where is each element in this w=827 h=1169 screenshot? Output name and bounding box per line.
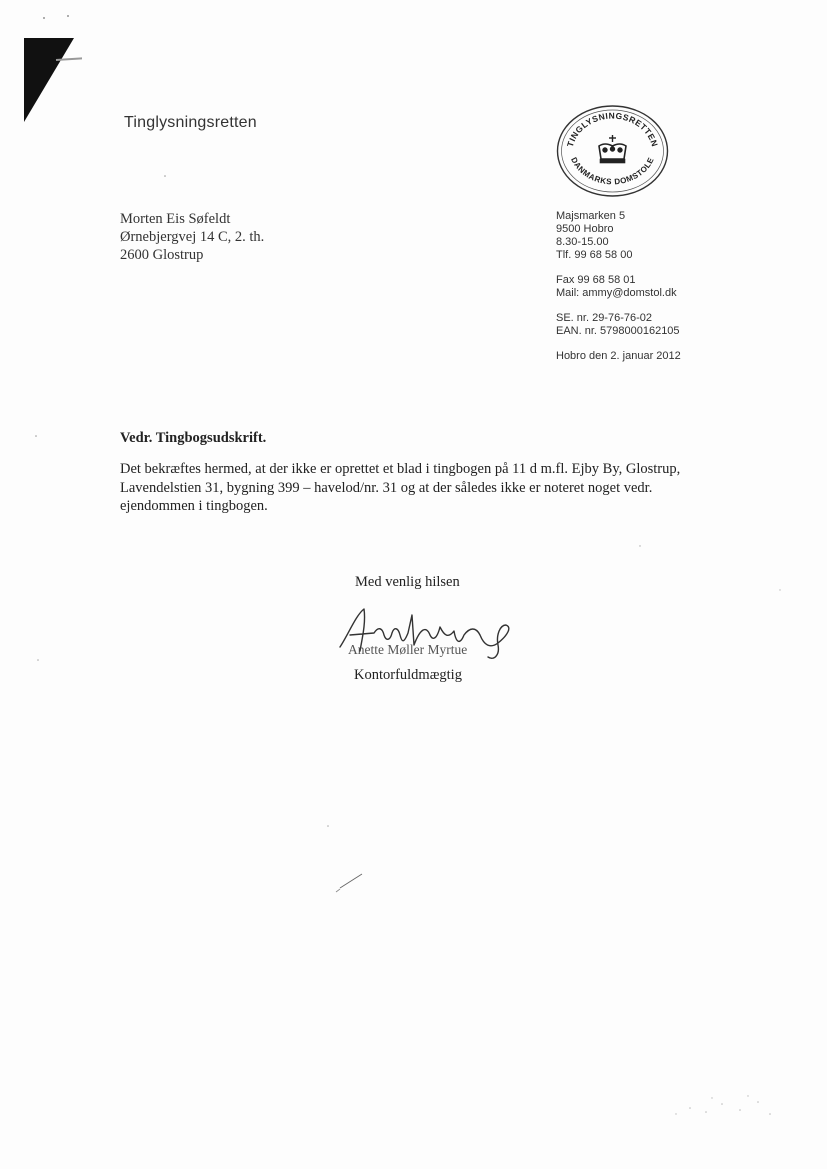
body-line: ejendommen i tingbogen. [120,498,268,514]
court-city: 9500 Hobro [556,223,614,235]
recipient-city: 2600 Glostrup [120,247,204,263]
letter-subject: Vedr. Tingbogsudskrift. [120,430,267,446]
recipient-street: Ørnebjergvej 14 C, 2. th. [120,229,265,245]
signer-title: Kontorfuldmægtig [354,667,462,683]
closing-greeting: Med venlig hilsen [355,574,460,590]
court-street: Majsmarken 5 [556,210,626,222]
recipient-name: Morten Eis Søfeldt [120,211,231,227]
seal-bottom-text: DANMARKS DOMSTOLE [569,155,656,187]
seal-top-text: TINGLYSNINGSRETTEN [564,110,661,149]
court-hours: 8.30-15.00 [556,236,609,248]
signer-name: Anette Møller Myrtue [348,642,468,657]
court-fax: Fax 99 68 58 01 [556,274,636,286]
body-line: Det bekræftes hermed, at der ikke er oprettet et blad i tingbogen på 11 d m.fl. Ejby By, Glostrup, [120,461,681,477]
court-ean-number: EAN. nr. 5798000162105 [556,325,680,337]
letter-date: Hobro den 2. januar 2012 [556,350,681,362]
court-mail: Mail: ammy@domstol.dk [556,287,677,299]
sender-name: Tinglysningsretten [124,114,257,131]
court-phone: Tlf. 99 68 58 00 [556,249,633,261]
court-se-number: SE. nr. 29-76-76-02 [556,312,653,324]
body-line: Lavendelstien 31, bygning 399 – havelod/nr. 31 og at der således ikke er noteret noget vedr. [120,479,653,496]
